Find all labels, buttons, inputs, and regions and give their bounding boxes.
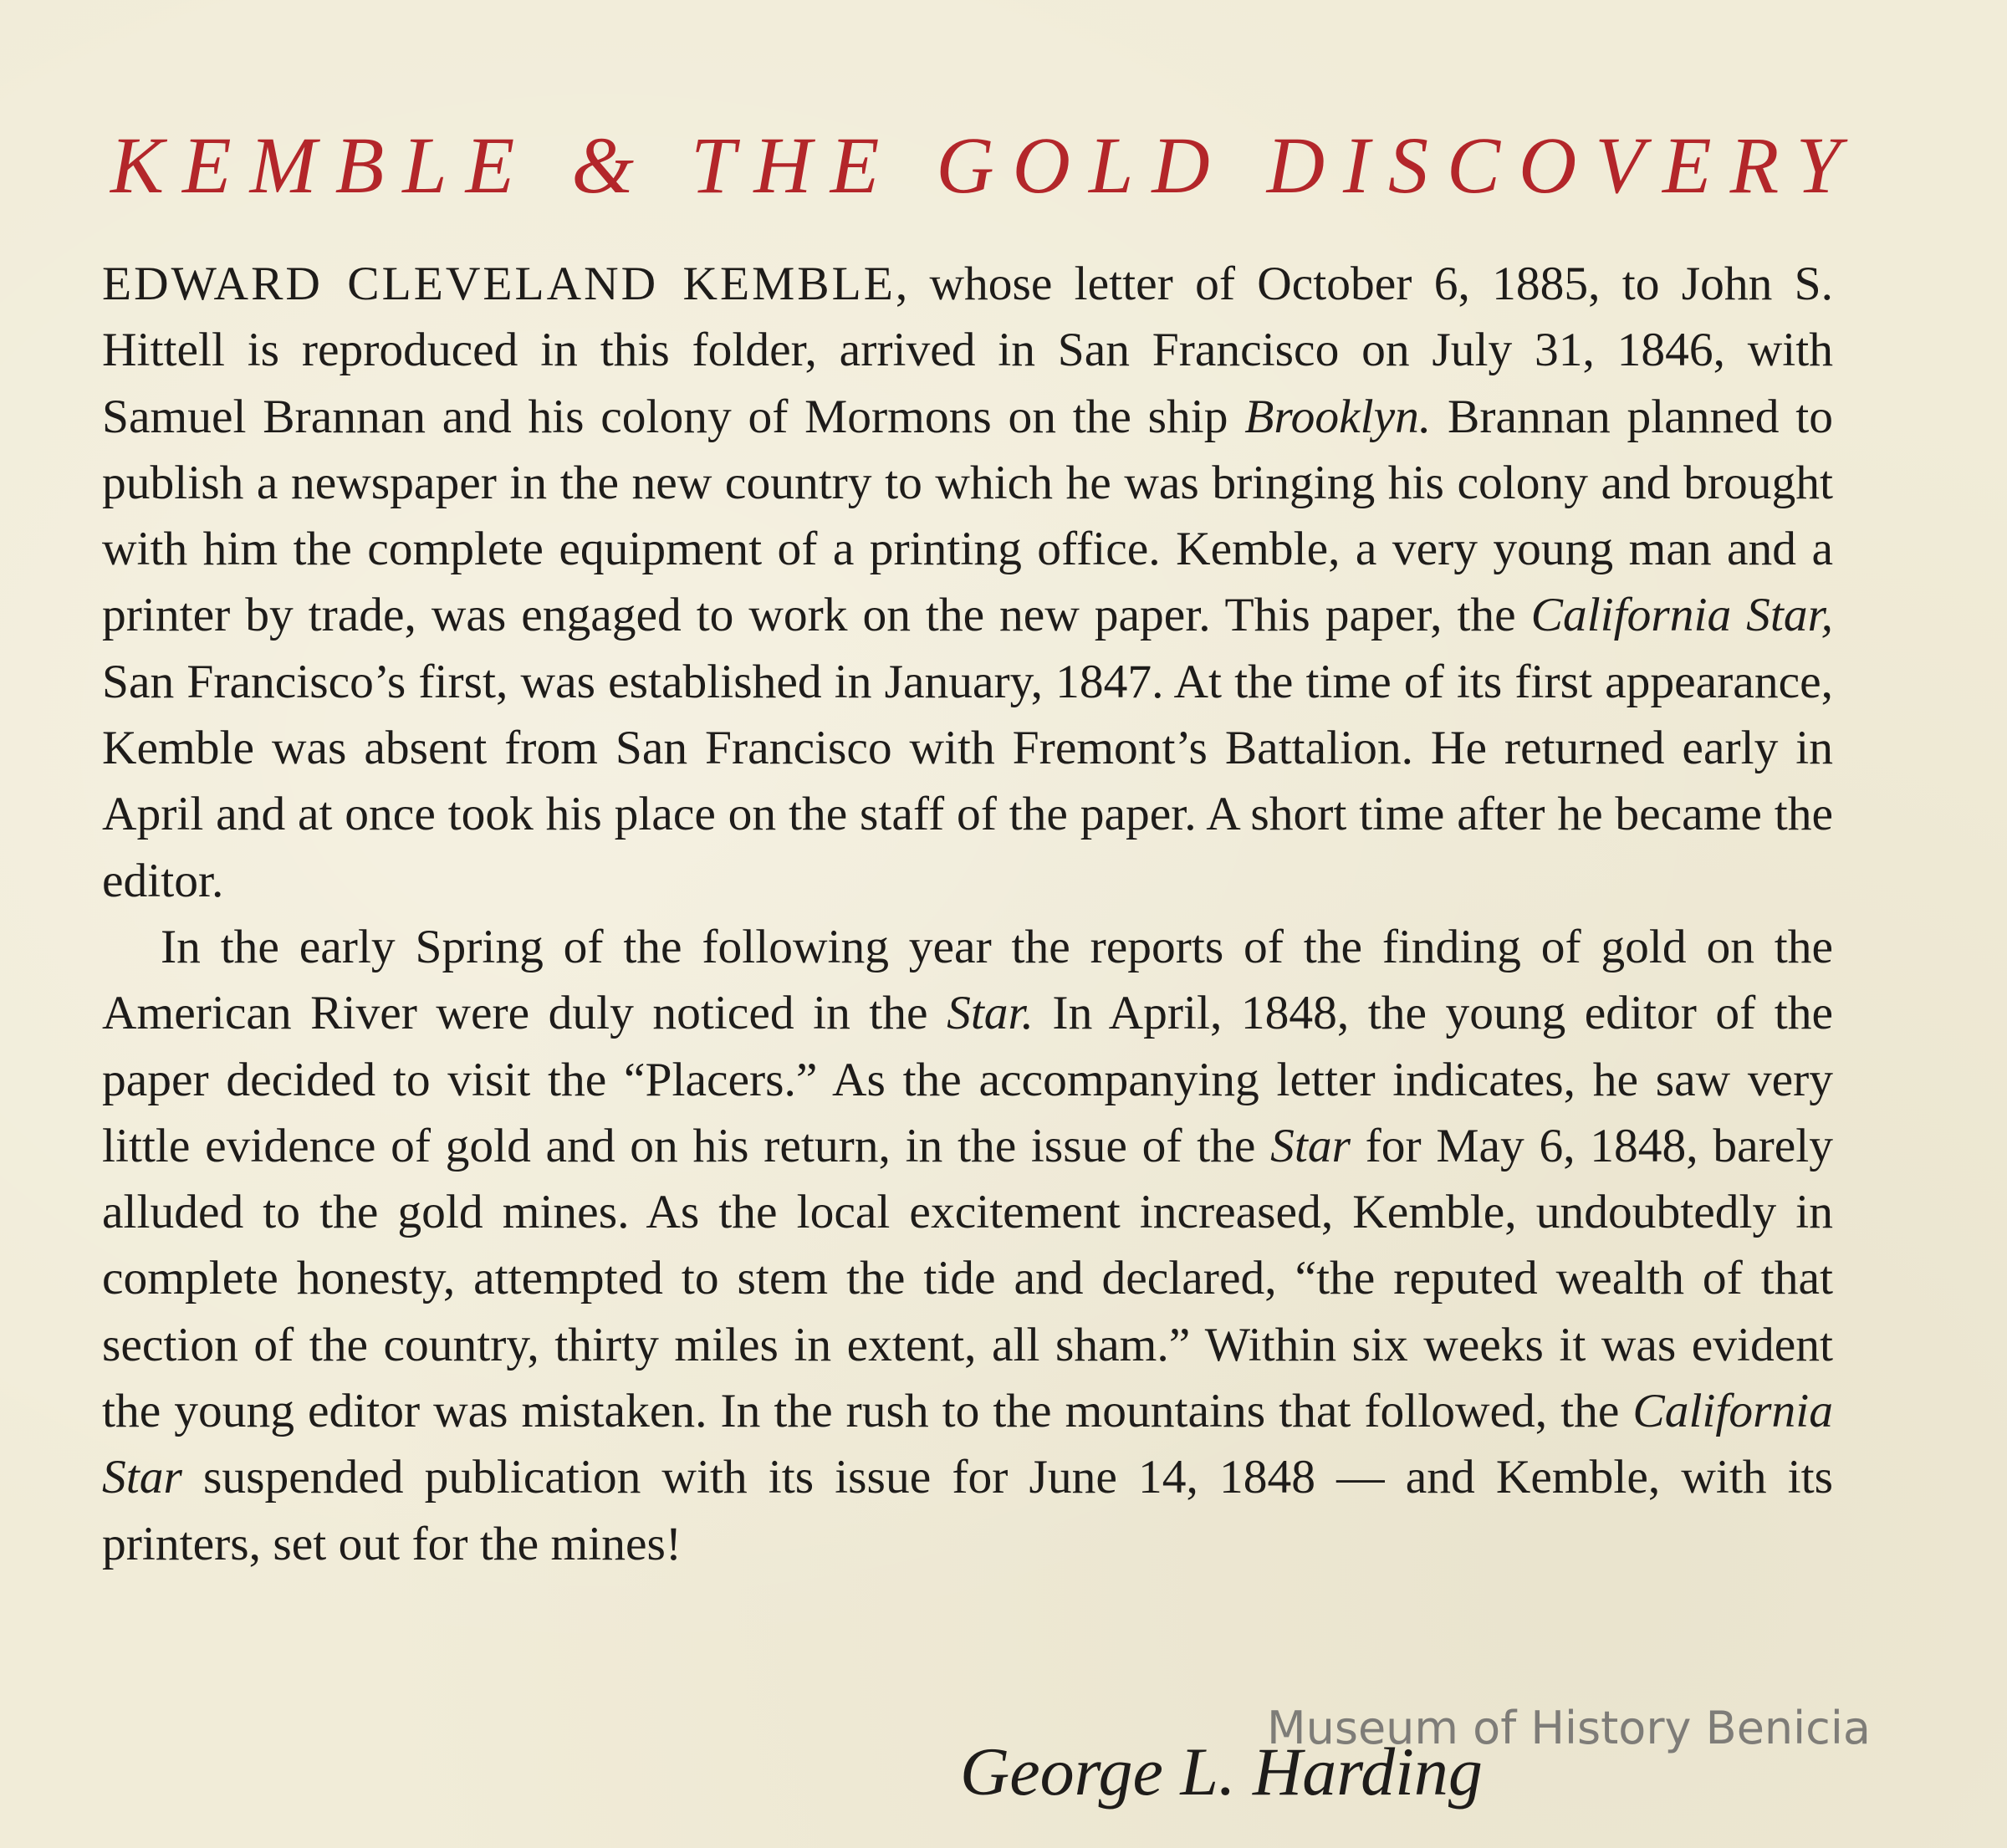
museum-watermark: Museum of History Benicia	[1267, 1702, 1871, 1754]
newspaper-name: California Star,	[1530, 589, 1834, 642]
star-reference-1: Star.	[947, 987, 1034, 1040]
paragraph-2-text-d: suspended publication with its issue for June 14, 1848 — and Kemble, with its printers, set out for the mines!	[102, 1451, 1833, 1570]
paragraph-2-text-c: for May 6, 1848, barely alluded to the gold mines. As the local excitement increased, Kemble, undoubtedly in complete honesty, attempted to stem the tide and declared, “the reputed wealth of that section of the country, thirty miles in extent, all sham.” Within six weeks it was evident the young editor was mistaken. In the rush to the mountains that followed, the	[102, 1119, 1833, 1438]
paragraph-2-text-a: In the early Spring of the following year the reports of the finding of gold on the American River were duly noticed in the	[102, 920, 1833, 1040]
newspaper-name-2: California Star	[102, 1385, 1833, 1504]
document-title: KEMBLE & THE GOLD DISCOVERY	[110, 120, 1859, 210]
paragraph-2	[102, 914, 1833, 1577]
author-signature: George L. Harding	[960, 1733, 1483, 1810]
article-body	[102, 251, 1833, 1577]
paragraph-1-text-b: Brannan planned to publish a newspaper in the new country to which he was bringing his colony and brought with him the complete equipment of a printing office. Kemble, a very young man and a printer by trade, was engaged to work on the new paper. This paper, the	[102, 390, 1833, 642]
ship-name: Brooklyn.	[1244, 390, 1432, 443]
paragraph-2-text-b: In April, 1848, the young editor of the paper decided to visit the “Placers.” As the accompanying letter indicates, he saw very little evidence of gold and on his return, in the issue of the	[102, 987, 1833, 1172]
star-reference-2: Star	[1270, 1119, 1351, 1172]
paragraph-1	[102, 251, 1833, 914]
paragraph-1-lead-name: EDWARD CLEVELAND KEMBLE	[102, 258, 896, 310]
paragraph-1-text-c: San Francisco’s first, was established in January, 1847. At the time of its first appearance, Kemble was absent from San Francisco with Fremont’s Battalion. He returned early in April and at once took his place on the staff of the paper. A short time after he became the editor.	[102, 655, 1833, 907]
paragraph-1-text-a: , whose letter of October 6, 1885, to John S. Hittell is reproduced in this folder, arrived in San Francisco on July 31, 1846, with Samuel Brannan and his colony of Mormons on the ship	[102, 258, 1834, 443]
